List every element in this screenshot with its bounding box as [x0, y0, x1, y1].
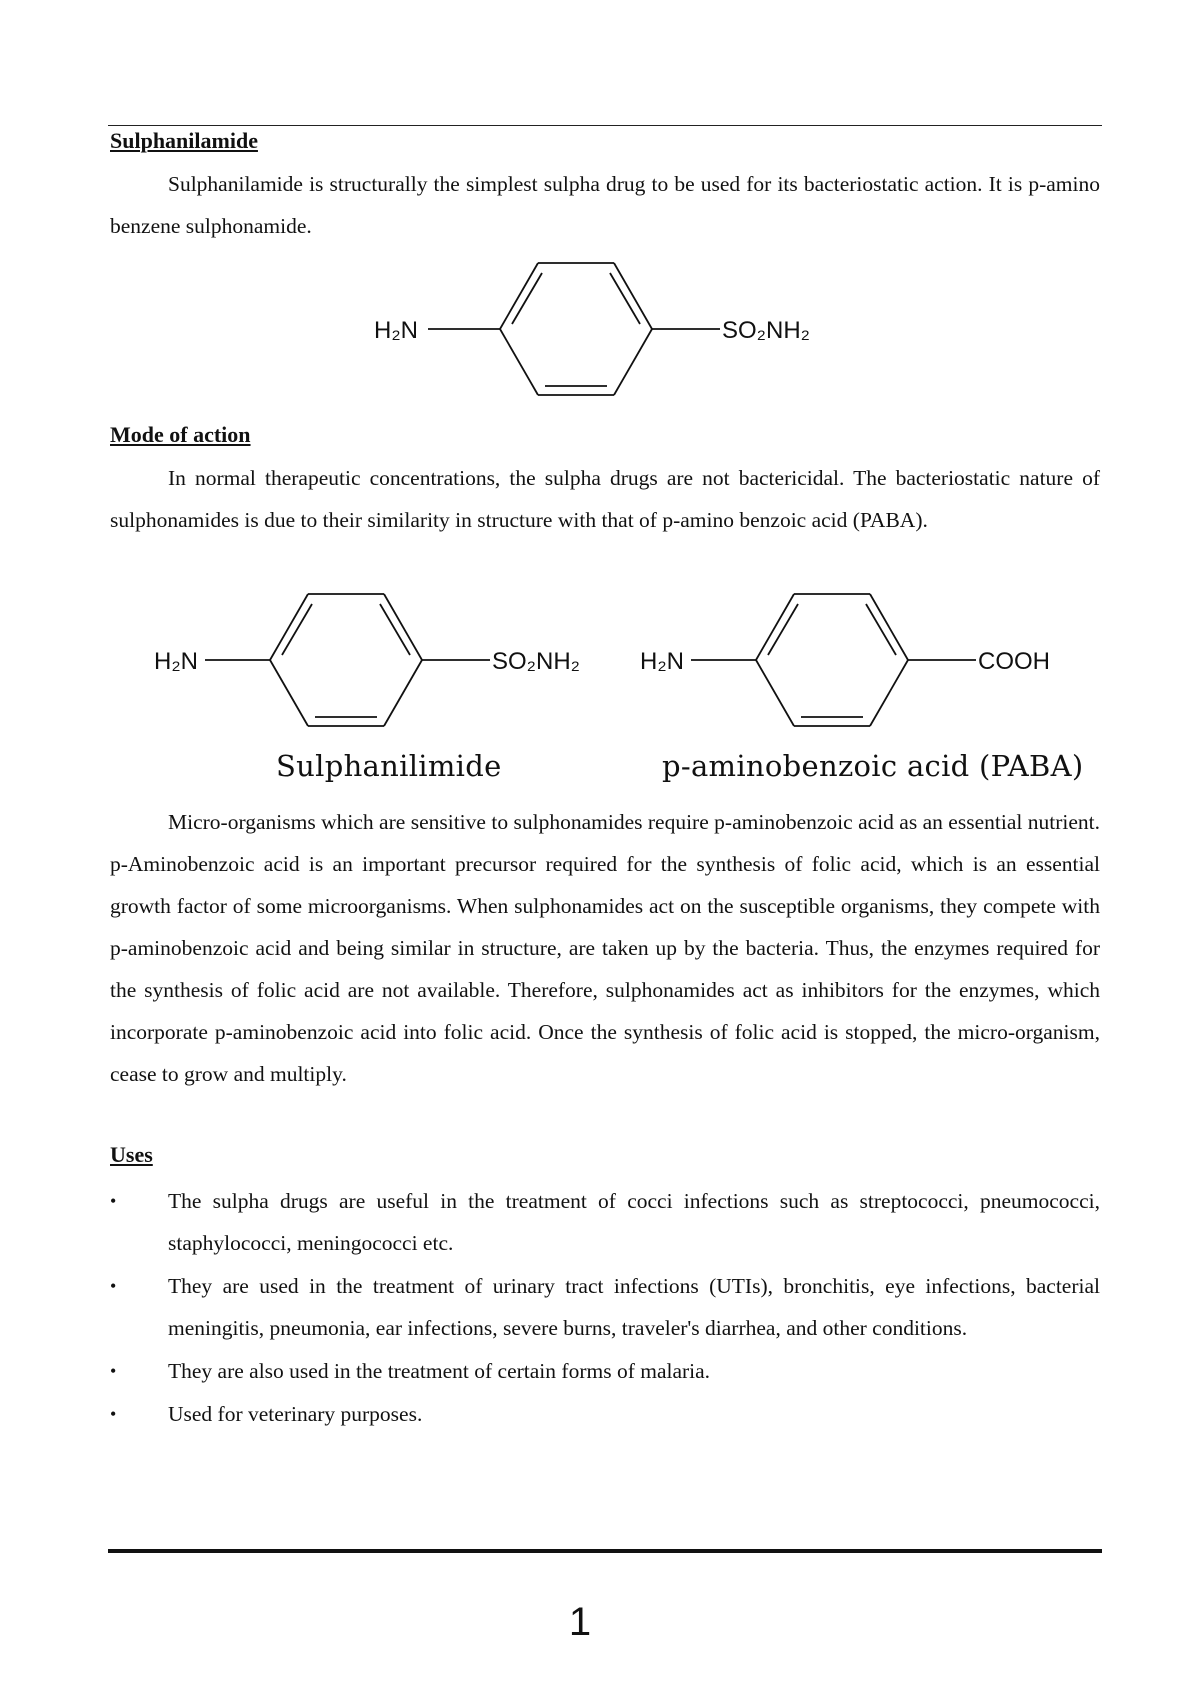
section-heading-sulphanilamide: Sulphanilamide	[110, 128, 258, 153]
amine-group-label: H₂N	[640, 648, 684, 675]
sulphonamide-group-label: SO₂NH₂	[722, 317, 810, 344]
bullet-icon: •	[110, 1276, 117, 1296]
sulphanilamide-paragraph-text: Sulphanilamide is structurally the simplest sulpha drug to be used for its bacteriostatic action. It is p-amino benzene sulphonamide.	[110, 172, 1100, 238]
bullet-icon: •	[110, 1191, 117, 1211]
mechanism-paragraph	[110, 801, 1100, 1095]
use-item-text: They are used in the treatment of urinary tract infections (UTIs), bronchitis, eye infections, bacterial meningitis, pneumonia, ear infections, severe burns, traveler's diarrhea, and other conditions.	[168, 1274, 1100, 1340]
list-item	[110, 1350, 1100, 1392]
mode-of-action-paragraph-text: In normal therapeutic concentrations, the sulpha drugs are not bactericidal. The bacteriostatic nature of sulphonamides is due to their similarity in structure with that of p-amino benzoic acid (PABA).	[110, 466, 1100, 532]
carboxyl-group-label: COOH	[978, 648, 1050, 675]
paba-caption: p-aminobenzoic acid (PABA)	[662, 749, 1084, 783]
use-item-text: The sulpha drugs are useful in the treatment of cocci infections such as streptococci, pneumococci, staphylococci, meningococci etc.	[168, 1189, 1100, 1255]
paba-structure	[636, 585, 1076, 745]
list-item	[110, 1393, 1100, 1435]
footer-rule	[108, 1549, 1102, 1553]
bullet-icon: •	[110, 1404, 117, 1424]
header-rule	[108, 125, 1102, 126]
sulphanilamide-paragraph	[110, 163, 1100, 247]
page-number: 1	[568, 1600, 592, 1644]
section-heading-mode-of-action: Mode of action	[110, 422, 251, 447]
list-item	[110, 1180, 1100, 1264]
amine-group-label: H₂N	[154, 648, 198, 675]
sulphanilimide-structure	[150, 585, 600, 745]
uses-list	[110, 1180, 1100, 1436]
section-heading-uses: Uses	[110, 1142, 153, 1167]
mode-of-action-paragraph	[110, 457, 1100, 541]
bullet-icon: •	[110, 1361, 117, 1381]
sulphanilimide-caption: Sulphanilimide	[276, 749, 502, 783]
sulphanilamide-structure	[370, 250, 840, 410]
sulphonamide-group-label: SO₂NH₂	[492, 648, 580, 675]
use-item-text: Used for veterinary purposes.	[168, 1402, 423, 1426]
amine-group-label: H₂N	[374, 317, 418, 344]
list-item	[110, 1265, 1100, 1349]
use-item-text: They are also used in the treatment of certain forms of malaria.	[168, 1359, 711, 1383]
mechanism-paragraph-text: Micro-organisms which are sensitive to sulphonamides require p-aminobenzoic acid as an essential nutrient. p-Aminobenzoic acid is an important precursor required for the synthesis of folic acid, which is an essential growth factor of some microorganisms. When sulphonamides act on the susceptible organisms, they compete with p-aminobenzoic acid and being similar in structure, are taken up by the bacteria. Thus, the enzymes required for the synthesis of folic acid are not available. Therefore, sulphonamides act as inhibitors for the enzymes, which incorporate p-aminobenzoic acid into folic acid. Once the synthesis of folic acid is stopped, the micro-organism, cease to grow and multiply.	[110, 810, 1100, 1086]
